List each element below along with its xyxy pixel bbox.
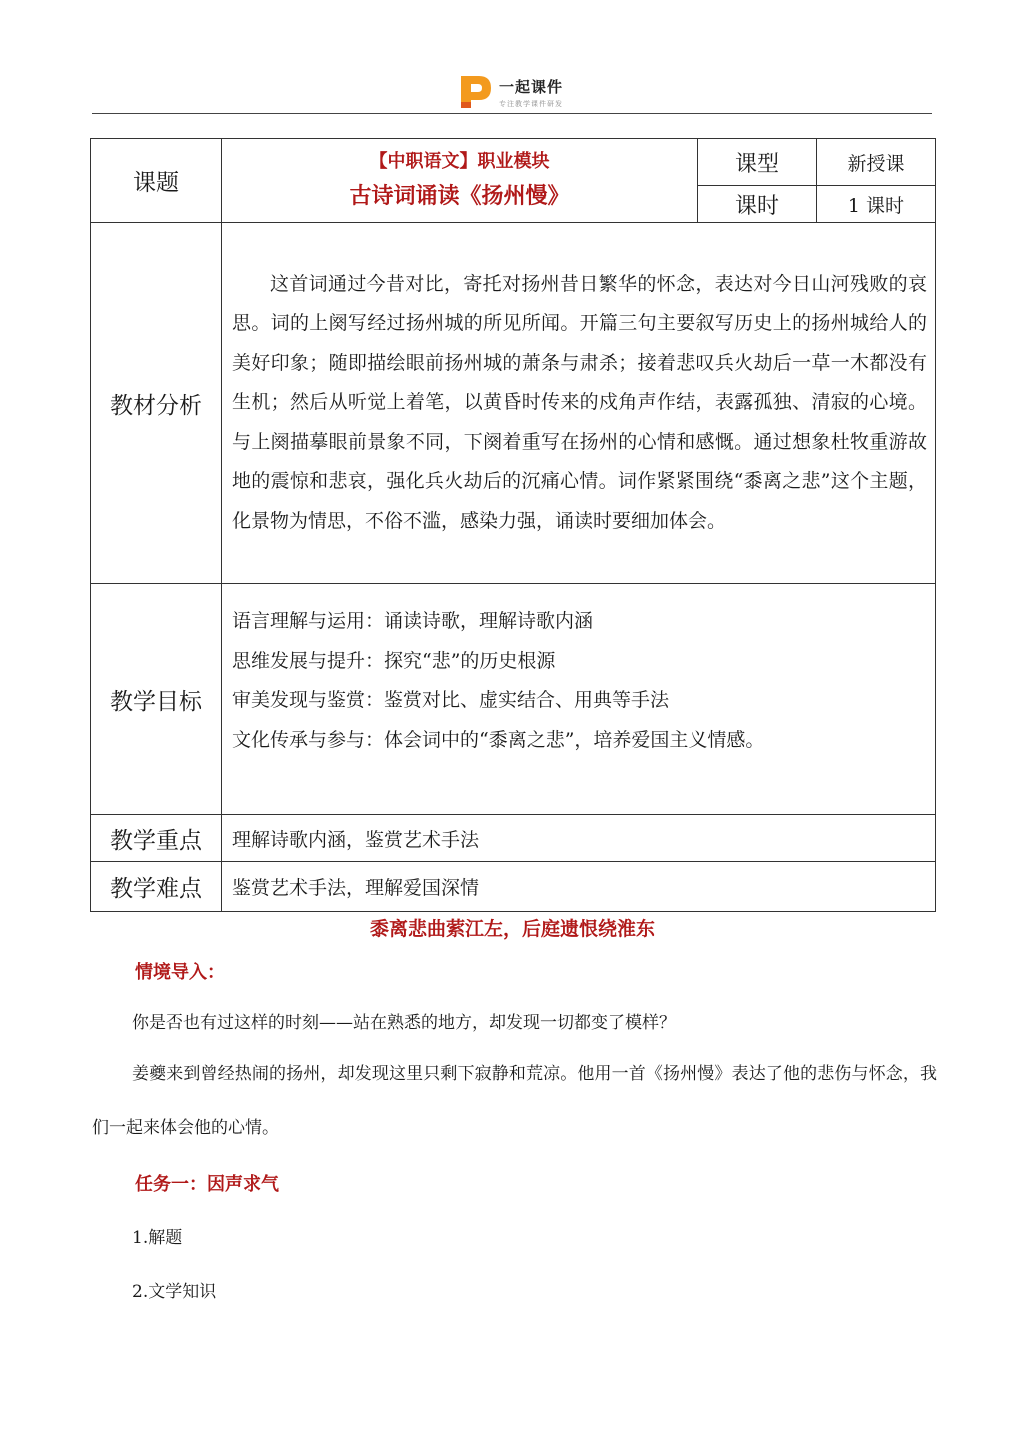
goal-item-aesthetics: 审美发现与鉴赏：鉴赏对比、虚实结合、用典等手法 xyxy=(232,689,670,711)
goals-label: 教学目标 xyxy=(91,584,222,815)
lesson-plan-table xyxy=(90,138,936,912)
difficulties-label: 教学难点 xyxy=(91,862,222,912)
goal-item-culture: 文化传承与参与：体会词中的“黍离之悲”，培养爱国主义情感。 xyxy=(232,728,765,751)
logo-name: 一起课件 xyxy=(499,77,564,96)
lesson-title-cell xyxy=(222,139,698,223)
lesson-title-line1: 【中职语文】职业模块 xyxy=(369,150,550,172)
couplet-subtitle: 黍离悲曲萦江左，后庭遗恨绕淮东 xyxy=(369,918,655,940)
header-divider xyxy=(92,113,932,114)
lesson-title-line2: 古诗词诵读《扬州慢》 xyxy=(349,182,570,209)
goal-item-language: 语言理解与运用：诵读诗歌，理解诗歌内涵 xyxy=(232,610,594,632)
analysis-text: 这首词通过今昔对比，寄托对扬州昔日繁华的怀念，表达对今日山河残败的哀思。词的上阕写经过扬州城的所见所闻。开篇三句主要叙写历史上的扬州城给人的美好印象；随即描绘眼前扬州城的萧条与肃杀；接着悲叹兵火劫后一草一木都没有生机；然后从听觉上着笔，以黄昏时传来的戍角声作结，表露孤独、清寂的心境。与上阕描摹眼前景象不同，下阕着重写在扬州的心情和感慨。通过想象杜牧重游故地的震惊和悲哀，强化兵火劫后的沉痛心情。词作紧紧围绕“黍离之悲”这个主题，化景物为情思，不俗不滥，感染力强，诵读时要细加体会。 xyxy=(232,272,927,532)
intro-heading: 情境导入： xyxy=(135,962,225,983)
goal-item-thinking: 思维发展与提升：探究“悲”的历史根源 xyxy=(232,649,556,672)
lesson-hours-value: 1 课时 xyxy=(817,186,936,223)
logo-p-icon xyxy=(455,72,495,112)
logo-tagline: 专注教学课件研发 xyxy=(499,99,563,108)
logo xyxy=(455,72,563,112)
key-points-label: 教学重点 xyxy=(91,815,222,862)
key-points-text: 理解诗歌内涵，鉴赏艺术手法 xyxy=(222,815,936,862)
goals-cell xyxy=(222,584,936,815)
analysis-label: 教材分析 xyxy=(91,223,222,584)
intro-paragraph-1: 你是否也有过这样的时刻——站在熟悉的地方，却发现一切都变了模样？ xyxy=(132,1013,676,1033)
difficulties-text: 鉴赏艺术手法，理解爱国深情 xyxy=(222,862,936,912)
lesson-hours-label: 课时 xyxy=(698,186,817,223)
intro-paragraph-2: 姜夔来到曾经热闹的扬州，却发现这里只剩下寂静和荒凉。他用一首《扬州慢》表达了他的悲伤与怀念，我们一起来体会他的心情。 xyxy=(92,1064,937,1138)
task1-heading: 任务一：因声求气 xyxy=(135,1174,279,1195)
topic-label: 课题 xyxy=(91,139,222,223)
lesson-type-value: 新授课 xyxy=(817,139,936,186)
task1-item-2: 2.文学知识 xyxy=(132,1282,217,1302)
lesson-type-label: 课型 xyxy=(698,139,817,186)
task1-item-1: 1.解题 xyxy=(132,1228,183,1248)
analysis-cell xyxy=(222,223,936,584)
